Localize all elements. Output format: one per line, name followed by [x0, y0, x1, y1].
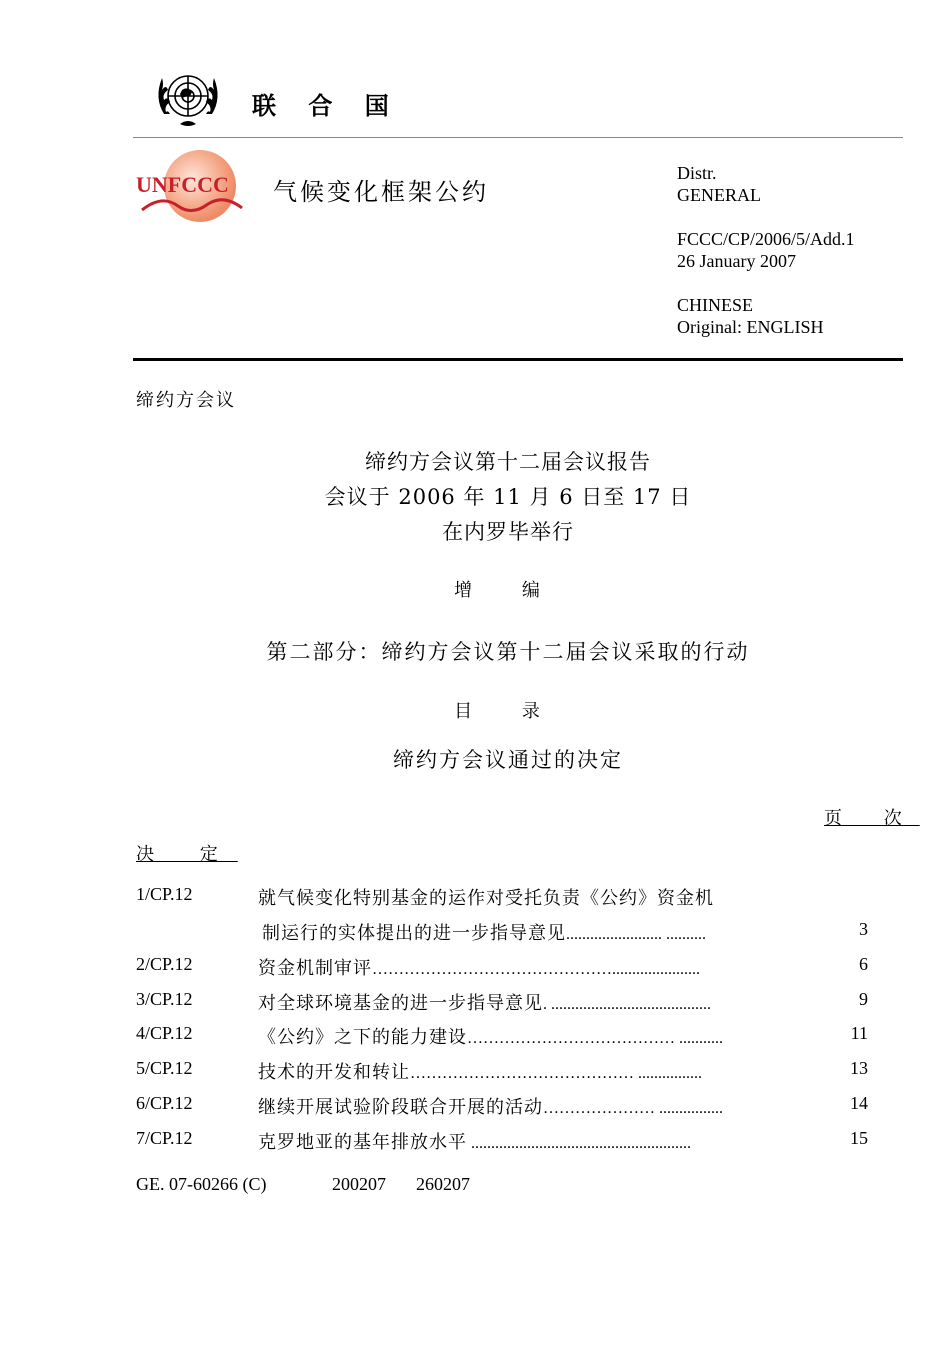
- toc-leader: ………………………………… ...........: [467, 1030, 723, 1047]
- header-divider: [133, 358, 903, 361]
- toc-leader: .......................................................: [467, 1135, 691, 1152]
- toc-number: 5/CP.12: [136, 1058, 193, 1078]
- document-symbol: FCCC/CP/2006/5/Add.1: [677, 229, 855, 249]
- toc-page-number: 9: [859, 989, 868, 1009]
- toc-page-number: 13: [850, 1058, 868, 1078]
- toc-page-number: 11: [850, 1023, 868, 1043]
- toc-title: 制运行的实体提出的进一步指导意见: [262, 923, 566, 944]
- toc-number: 4/CP.12: [136, 1023, 193, 1043]
- toc-entry[interactable]: [258, 989, 711, 1015]
- toc-title: 继续开展试验阶段联合开展的活动: [258, 1097, 543, 1118]
- toc-number: 6/CP.12: [136, 1093, 193, 1113]
- contents-label: 目 录: [454, 701, 562, 722]
- document-language: CHINESE: [677, 295, 753, 315]
- toc-entry[interactable]: [258, 954, 700, 980]
- toc-number: 3/CP.12: [136, 989, 193, 1009]
- footer-code: GE. 07-60266 (C): [136, 1174, 267, 1194]
- part-title: 第二部分：缔约方会议第十二届会议采取的行动: [266, 640, 750, 664]
- report-title-line1: 缔约方会议第十二届会议报告: [365, 450, 651, 474]
- body-name: 缔约方会议: [136, 390, 236, 411]
- toc-page-number: 15: [850, 1128, 868, 1148]
- toc-leader: …………………………………… ................: [410, 1065, 702, 1082]
- toc-page-header: 页 次: [824, 808, 920, 829]
- toc-entry[interactable]: [258, 1023, 723, 1049]
- original-language: Original: ENGLISH: [677, 317, 824, 337]
- toc-entry[interactable]: [262, 919, 706, 945]
- distribution: GENERAL: [677, 185, 761, 205]
- report-title-line2: 会议于 2006 年 11 月 6 日至 17 日: [324, 485, 692, 509]
- toc-entry[interactable]: [258, 1093, 723, 1119]
- toc-number: 1/CP.12: [136, 884, 193, 904]
- top-divider: [133, 137, 903, 138]
- toc-title: 克罗地亚的基年排放水平: [258, 1132, 467, 1153]
- toc-title: 《公约》之下的能力建设: [258, 1027, 467, 1048]
- toc-page-number: 14: [850, 1093, 868, 1113]
- toc-decisions-header: 决 定: [136, 844, 238, 865]
- toc-number: 7/CP.12: [136, 1128, 193, 1148]
- toc-leader: ........................ ..........: [566, 926, 706, 943]
- un-emblem-icon: [150, 66, 226, 132]
- toc-entry[interactable]: [258, 1058, 702, 1084]
- toc-page-number: 3: [859, 919, 868, 939]
- toc-entry[interactable]: [258, 1128, 691, 1154]
- section-subtitle: 缔约方会议通过的决定: [393, 748, 623, 772]
- toc-leader: ………………… ................: [543, 1100, 723, 1117]
- toc-title: 技术的开发和转让: [258, 1062, 410, 1083]
- un-name: 联 合 国: [252, 92, 401, 120]
- toc-leader: . ........................................: [543, 996, 711, 1013]
- document-date: 26 January 2007: [677, 251, 796, 271]
- toc-page-number: 6: [859, 954, 868, 974]
- toc-title: 对全球环境基金的进一步指导意见: [258, 993, 543, 1014]
- toc-title: 资金机制审评: [258, 958, 372, 979]
- toc-number: 2/CP.12: [136, 954, 193, 974]
- toc-title-line1[interactable]: 就气候变化特别基金的运作对受托负责《公约》资金机: [258, 888, 714, 909]
- convention-name: 气候变化框架公约: [273, 178, 489, 206]
- unfccc-logo: [134, 148, 264, 228]
- footer-date2: 260207: [416, 1174, 470, 1194]
- distr-label: Distr.: [677, 163, 717, 183]
- toc-leader: ………………………………………......................: [372, 961, 700, 978]
- addendum-label: 增 编: [454, 580, 562, 601]
- unfccc-logo-text: UNFCCC: [136, 172, 229, 197]
- report-title-line3: 在内罗毕举行: [442, 520, 574, 544]
- footer-date1: 200207: [332, 1174, 386, 1194]
